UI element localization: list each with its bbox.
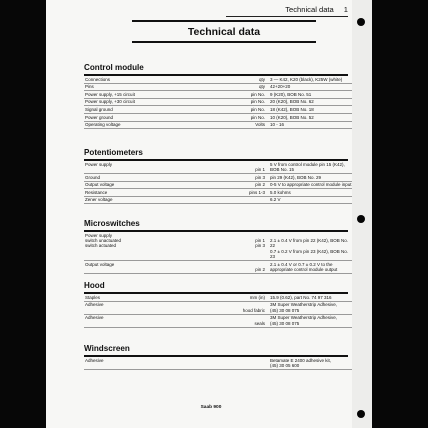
section-title: Microswitches [84,219,140,228]
spec-label: Zener voltage [84,196,179,204]
spec-unit: pin 1 [179,161,268,174]
spec-label: Power supply switch unactuated switch actuated [84,232,179,261]
table-row [84,294,352,301]
table-row [84,98,352,106]
spec-label: Output voltage [84,181,179,189]
header-title: Technical data [285,5,334,14]
spec-label: Adhesive [84,357,179,370]
spec-unit: seals [179,314,268,327]
spec-value: 10 (K20), BOB No. 52 [268,113,352,121]
table-row [84,189,352,197]
table-row [84,196,352,204]
spec-unit [179,357,268,370]
spec-unit: qty [179,76,268,83]
table-row [84,232,352,261]
spec-unit: mm (in) [179,294,268,301]
spec-value: 5 V from control module pin 15 (K42), BOB No. 15 [268,161,352,174]
spec-value: 3 — K42, K20 (black), K25W (white) [268,76,352,83]
spec-unit: hood fabric [179,301,268,314]
manual-page [46,0,352,428]
spec-label: Pins [84,83,179,91]
spec-label: Operating voltage [84,121,179,129]
spec-label: Adhesive [84,301,179,314]
spec-label: Signal ground [84,106,179,114]
spec-value: 15.9 (0.62), part No. 74 97 316 [268,294,352,301]
section-hood [84,281,348,328]
table-row [84,76,352,83]
spec-unit: pin No. [179,98,268,106]
spec-unit: pin 2 [179,261,268,274]
section-title: Hood [84,281,105,290]
binder-holes [356,0,370,428]
spec-label: Resistance [84,189,179,197]
spec-unit: Volts [179,121,268,129]
spec-value: Betamate E 2400 adhesive kit, (45) 30 05 600 [268,357,352,370]
table-row [84,174,352,182]
spec-label: Ground [84,174,179,182]
spec-value: 2.1 ± 0.4 V from pin 22 (K42), BOB No. 22 0.7 ± 0.2 V from pin 23 (K42), BOB No. 23 [268,232,352,261]
header-rule [226,16,348,17]
spec-unit: pin No. [179,113,268,121]
spec-value: 3M Super Weatherstrip Adhesive, (45) 30 08 075 [268,301,352,314]
spec-value: 9 (K20), BOB No. 51 [268,91,352,99]
spec-table [84,357,352,370]
binder-hole [357,410,365,418]
table-row [84,91,352,99]
spec-table [84,232,352,274]
section-control-module [84,63,348,129]
section-title: Control module [84,63,144,72]
spec-value: 10 - 16 [268,121,352,129]
binder-hole [357,18,365,26]
spec-label: Connections [84,76,179,83]
binder-hole [357,215,365,223]
section-microswitches [84,219,348,274]
spec-table [84,294,352,328]
section-title: Windscreen [84,344,130,353]
spec-unit [179,196,268,204]
spec-value: 20 (K20), BOB No. 62 [268,98,352,106]
spec-unit: qty [179,83,268,91]
table-row [84,261,352,274]
spec-table [84,76,352,129]
spec-value: pin 29 (K42), BOB No. 29 [268,174,352,182]
spec-label: Power supply, +15 circuit [84,91,179,99]
spec-value: 5.0 kohms [268,189,352,197]
section-potentiometers [84,148,352,204]
running-header [266,5,348,14]
table-row [84,83,352,91]
spec-unit: pins 1-3 [179,189,268,197]
table-row [84,357,352,370]
spec-value: 2.1 ± 0.4 V or 0.7 ± 0.2 V to the appropriate control module output [268,261,352,274]
header-page-number: 1 [343,5,348,14]
spec-value: 18 (K42), BOB No. 18 [268,106,352,114]
section-title: Potentiometers [84,148,143,157]
spec-label: Output voltage [84,261,179,274]
page-footer: Saab 900 [200,405,222,410]
table-row [84,314,352,327]
spec-label: Power supply [84,161,179,174]
spec-unit: pin 3 [179,174,268,182]
spec-value: 3M Super Weatherstrip Adhesive, (45) 30 08 075 [268,314,352,327]
spec-value: 0-5 V to appropriate control module input [268,181,352,189]
table-row [84,121,352,129]
spec-table [84,161,352,204]
spec-label: Staples [84,294,179,301]
spec-label: Power ground [84,113,179,121]
section-windscreen [84,344,348,370]
page-title: Technical data [132,20,316,43]
spec-unit: pin 2 [179,181,268,189]
spec-label: Power supply, +30 circuit [84,98,179,106]
spec-unit: pin 1 pin 3 [179,232,268,261]
spec-value: 42+20+20 [268,83,352,91]
spec-unit: pin No. [179,91,268,99]
table-row [84,106,352,114]
table-row [84,161,352,174]
spec-value: 6.2 V [268,196,352,204]
spec-label: Adhesive [84,314,179,327]
table-row [84,301,352,314]
table-row [84,181,352,189]
spec-unit: pin No. [179,106,268,114]
table-row [84,113,352,121]
